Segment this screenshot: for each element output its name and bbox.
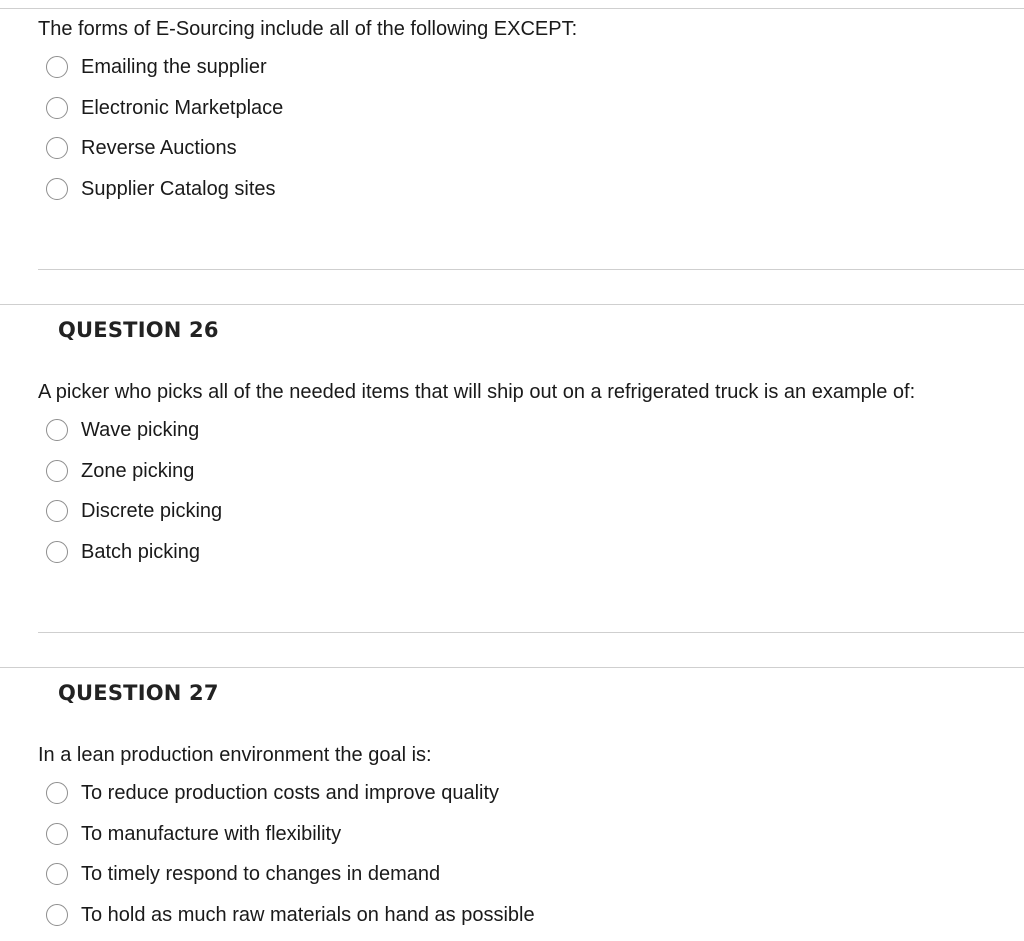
- radio-button[interactable]: [46, 541, 68, 563]
- section-divider: [0, 667, 1024, 668]
- answer-option-label: To manufacture with flexibility: [81, 822, 342, 845]
- radio-button[interactable]: [46, 56, 68, 78]
- answer-option[interactable]: [46, 854, 535, 895]
- question-25-prompt: The forms of E-Sourcing include all of the following EXCEPT:: [38, 18, 578, 40]
- answer-option[interactable]: [46, 532, 222, 573]
- radio-button[interactable]: [46, 863, 68, 885]
- question-25-options: [46, 47, 283, 209]
- answer-option[interactable]: [46, 895, 535, 936]
- answer-option-label: Electronic Marketplace: [81, 96, 284, 119]
- question-27-prompt: In a lean production environment the goal is:: [38, 744, 432, 766]
- question-26-bottom-divider: [38, 632, 1024, 633]
- radio-button[interactable]: [46, 500, 68, 522]
- radio-button[interactable]: [46, 178, 68, 200]
- answer-option[interactable]: [46, 451, 222, 492]
- question-26-options: [46, 410, 222, 572]
- section-divider: [0, 304, 1024, 305]
- radio-button[interactable]: [46, 460, 68, 482]
- question-25-bottom-divider: [38, 269, 1024, 270]
- answer-option[interactable]: [46, 128, 283, 169]
- answer-option-label: Zone picking: [81, 459, 195, 482]
- answer-option[interactable]: [46, 47, 283, 88]
- question-27-header: QUESTION 27: [58, 681, 219, 705]
- question-27-options: [46, 773, 535, 935]
- question-26-header: QUESTION 26: [58, 318, 219, 342]
- answer-option[interactable]: [46, 410, 222, 451]
- answer-option-label: Supplier Catalog sites: [81, 177, 276, 200]
- answer-option-label: Discrete picking: [81, 500, 223, 523]
- radio-button[interactable]: [46, 823, 68, 845]
- answer-option-label: Emailing the supplier: [81, 56, 267, 79]
- top-divider: [0, 8, 1024, 9]
- answer-option-label: To reduce production costs and improve quality: [81, 782, 500, 805]
- answer-option-label: Reverse Auctions: [81, 137, 237, 160]
- answer-option[interactable]: [46, 773, 535, 814]
- radio-button[interactable]: [46, 419, 68, 441]
- radio-button[interactable]: [46, 904, 68, 926]
- radio-button[interactable]: [46, 782, 68, 804]
- answer-option-label: To hold as much raw materials on hand as possible: [81, 903, 535, 926]
- radio-button[interactable]: [46, 137, 68, 159]
- answer-option-label: Batch picking: [81, 540, 200, 563]
- answer-option[interactable]: [46, 491, 222, 532]
- answer-option-label: To timely respond to changes in demand: [81, 863, 441, 886]
- answer-option[interactable]: [46, 169, 283, 210]
- question-26-prompt: A picker who picks all of the needed items that will ship out on a refrigerated truck is an example of:: [38, 381, 916, 403]
- answer-option[interactable]: [46, 814, 535, 855]
- answer-option-label: Wave picking: [81, 419, 200, 442]
- answer-option[interactable]: [46, 88, 283, 129]
- radio-button[interactable]: [46, 97, 68, 119]
